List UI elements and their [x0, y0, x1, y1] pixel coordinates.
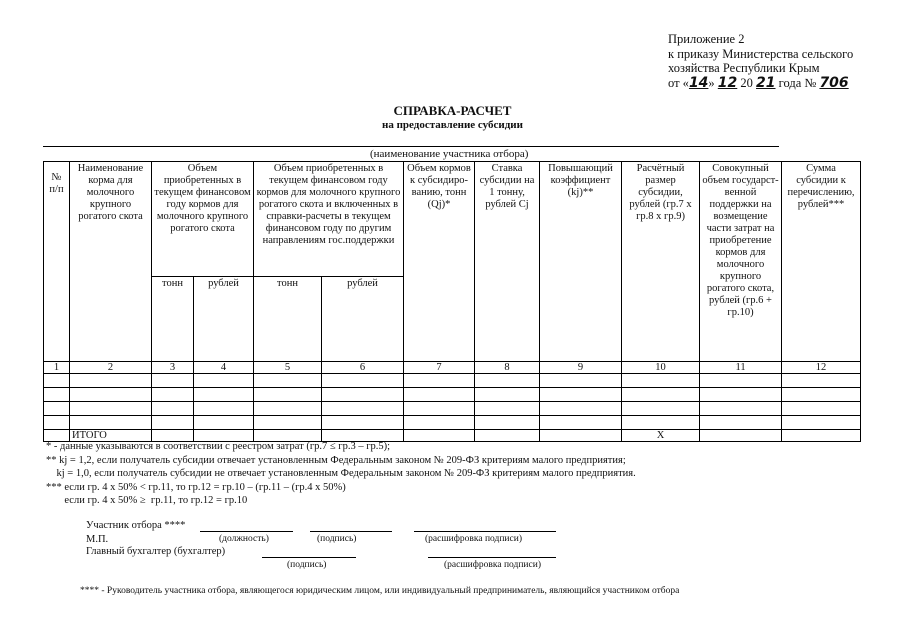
position-caption: (должность) [219, 534, 269, 544]
header-total-support: Совокупный объем государст-венной поддержки на возмещение части затрат на приобретение кормов для молочного крупного рогатого скота, рублей (гр.6 + гр.10) [700, 162, 782, 362]
column-number: 5 [254, 362, 322, 374]
appendix-date-line [668, 76, 853, 91]
header-subsidy-transfer: Сумма субсидии к перечислению, рублей*** [782, 162, 861, 362]
column-numbers-row [44, 362, 861, 374]
table-row [44, 388, 861, 402]
appendix-block [668, 32, 853, 90]
decoding-caption: (расшифровка подписи) [425, 534, 522, 544]
date-day: 14 [688, 74, 709, 91]
table-row [44, 402, 861, 416]
participant-label: Участник отбора **** [86, 520, 186, 531]
date-year: 21 [756, 74, 776, 91]
participant-signature-line [310, 519, 392, 532]
note-4: *** если гр. 4 х 50% < гр.11, то гр.12 = гр.10 – (гр.11 – (гр.4 х 50%) [46, 481, 346, 493]
decoding-caption-2: (расшифровка подписи) [444, 560, 541, 570]
date-suffix: года № [775, 75, 820, 90]
header-other-support-volume: Объем приобретенных в текущем финансовом году кормов для молочного крупного рогатого скота и включенных в справки-расчеты в текущем финансовом году по другим направлениям гос.поддержки [254, 162, 404, 277]
total-x-mark: Х [622, 430, 700, 442]
date-prefix: от « [668, 75, 689, 90]
header-rubles-1: рублей [194, 277, 254, 362]
appendix-ministry-line: хозяйства Республики Крым [668, 61, 820, 75]
calculation-table [43, 161, 861, 442]
stamp-label: М.П. [86, 534, 109, 545]
participant-caption: (наименование участника отбора) [370, 148, 529, 160]
header-number: № п/п [44, 162, 70, 362]
accountant-signature-line [262, 545, 356, 558]
column-number: 8 [475, 362, 540, 374]
header-rubles-2: рублей [322, 277, 404, 362]
column-number: 12 [782, 362, 861, 374]
column-number: 6 [322, 362, 404, 374]
participant-decoding-line [414, 519, 556, 532]
column-number: 4 [194, 362, 254, 374]
column-number: 2 [70, 362, 152, 374]
notes-block [46, 440, 636, 508]
signature-caption: (подпись) [317, 534, 357, 544]
accountant-decoding-line [428, 545, 556, 558]
header-tons-2: тонн [254, 277, 322, 362]
footnote: **** - Руководитель участника отбора, являющегося юридическим лицом, или индивидуальный предприниматель, являющийся участником отбора [80, 586, 680, 596]
chief-accountant-label: Главный бухгалтер (бухгалтер) [86, 546, 226, 557]
column-number: 10 [622, 362, 700, 374]
column-number: 7 [404, 362, 475, 374]
year-prefix: 20 [737, 75, 757, 90]
participant-name-line [43, 146, 779, 147]
header-feed-name: Наименование корма для молочного крупного рогатого скота [70, 162, 152, 362]
column-number: 11 [700, 362, 782, 374]
note-5: если гр. 4 х 50% ≥ гр.11, то гр.12 = гр.10 [46, 495, 248, 506]
header-calculated-subsidy: Расчётный размер субсидии, рублей (гр.7 х гр.8 х гр.9) [622, 162, 700, 362]
date-month: 12 [717, 74, 738, 91]
table-row [44, 374, 861, 388]
note-2: ** kj = 1,2, если получатель субсидии отвечает установленным Федеральным законом № 209-ФЗ критериям малого предприятия; [46, 454, 626, 466]
column-number: 3 [152, 362, 194, 374]
order-number: 706 [819, 74, 849, 91]
note-3: kj = 1,0, если получатель субсидии не отвечает установленным Федеральным законом № 209-ФЗ критериям малого предприятия. [46, 468, 636, 479]
total-label: ИТОГО [70, 430, 152, 442]
table-row [44, 416, 861, 430]
document-title: СПРАВКА-РАСЧЕТ [393, 103, 512, 118]
column-number: 9 [540, 362, 622, 374]
participant-position-line [200, 519, 293, 532]
header-subsidized-volume: Объем кормов к субсидиро-ванию, тонн (Qj)* [404, 162, 475, 362]
header-purchased-volume: Объем приобретенных в текущем финансовом году кормов для молочного крупного рогатого скота [152, 162, 254, 277]
note-1: * - данные указываются в соответствии с реестром затрат (гр.7 ≤ гр.3 – гр.5); [46, 441, 391, 452]
header-coefficient: Повышающий коэффициент (kj)** [540, 162, 622, 362]
appendix-title: Приложение 2 [668, 32, 745, 46]
signature-caption-2: (подпись) [287, 560, 327, 570]
column-number: 1 [44, 362, 70, 374]
date-mid: » [708, 75, 718, 90]
header-rate: Ставка субсидии на 1 тонну, рублей Cj [475, 162, 540, 362]
header-tons-1: тонн [152, 277, 194, 362]
document-subtitle: на предоставление субсидии [382, 119, 523, 131]
appendix-order-line: к приказу Министерства сельского [668, 46, 854, 61]
